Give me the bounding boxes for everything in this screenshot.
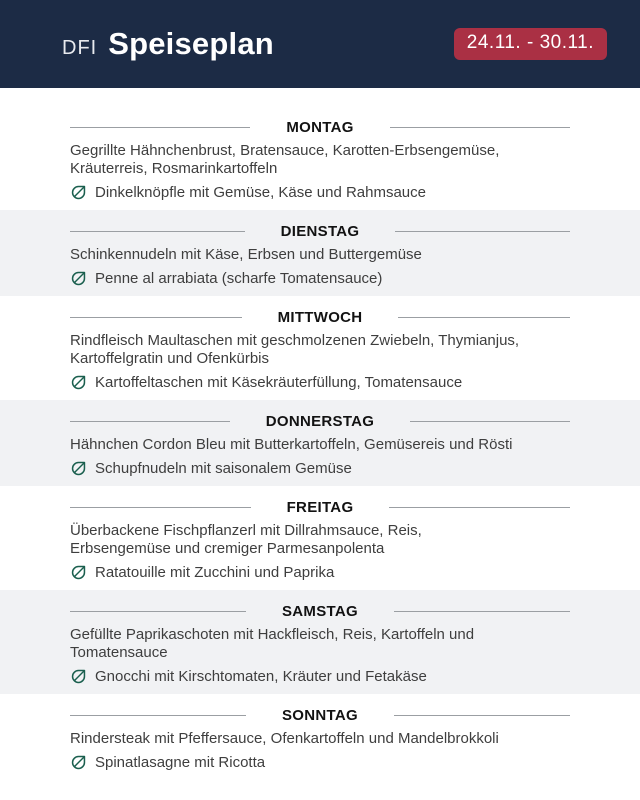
main-dish-line: Gegrillte Hähnchenbrust, Bratensauce, Karotten-Erbsengemüse, (70, 142, 500, 159)
heading-rule-left (70, 421, 230, 422)
veggie-dish: Kartoffeltaschen mit Käsekräuterfüllung, Tomatensauce (95, 374, 463, 391)
day-name: MITTWOCH (277, 308, 363, 326)
day-section-sonntag (0, 694, 640, 780)
day-heading (70, 310, 570, 324)
veggie-dish: Spinatlasagne mit Ricotta (95, 754, 266, 771)
logo (62, 26, 274, 62)
day-section-freitag (0, 486, 640, 590)
heading-rule-left (70, 507, 251, 508)
day-section-donnerstag (0, 400, 640, 486)
main-dish-line: Kartoffelgratin und Ofenkürbis (70, 350, 270, 367)
day-name: SONNTAG (282, 706, 358, 724)
main-dish-line: Kräuterreis, Rosmarinkartoffeln (70, 160, 278, 177)
main-dish-line: Rindfleisch Maultaschen mit geschmolzenen Zwiebeln, Thymianjus, (70, 332, 520, 349)
day-section-samstag (0, 590, 640, 694)
main-dish-line: Erbsengemüse und cremiger Parmesanpolenta (70, 540, 385, 557)
heading-rule-right (394, 611, 570, 612)
heading-rule-right (390, 127, 570, 128)
veggie-dish: Penne al arrabiata (scharfe Tomatensauce) (95, 270, 383, 287)
heading-rule-left (70, 231, 245, 232)
main-dish-line: Gefüllte Paprikaschoten mit Hackfleisch, Reis, Kartoffeln und (70, 626, 475, 643)
main-dish-line: Tomatensauce (70, 644, 168, 661)
page-title: Speiseplan (108, 26, 274, 61)
heading-rule-left (70, 127, 250, 128)
date-range-badge: 24.11. - 30.11. (454, 28, 607, 60)
day-section-mittwoch (0, 296, 640, 400)
heading-rule-left (70, 317, 242, 318)
veggie-row (70, 667, 570, 686)
heading-rule-right (389, 507, 570, 508)
day-heading (70, 708, 570, 722)
day-heading (70, 224, 570, 238)
day-section-dienstag (0, 210, 640, 296)
leaf-icon (70, 270, 87, 287)
veggie-dish: Gnocchi mit Kirschtomaten, Kräuter und Fetakäse (95, 668, 427, 685)
main-dish-line: Hähnchen Cordon Bleu mit Butterkartoffeln, Gemüsereis und Rösti (70, 436, 513, 453)
day-heading (70, 500, 570, 514)
veggie-dish: Dinkelknöpfle mit Gemüse, Käse und Rahmsauce (95, 184, 426, 201)
day-name: DIENSTAG (280, 222, 360, 240)
heading-rule-left (70, 611, 246, 612)
leaf-icon (70, 460, 87, 477)
veggie-dish: Ratatouille mit Zucchini und Paprika (95, 564, 335, 581)
leaf-icon (70, 374, 87, 391)
day-name: SAMSTAG (282, 602, 358, 620)
day-name: FREITAG (286, 498, 354, 516)
leaf-icon (70, 564, 87, 581)
veggie-dish: Schupfnudeln mit saisonalem Gemüse (95, 460, 352, 477)
day-name: DONNERSTAG (265, 412, 375, 430)
page-header (0, 0, 640, 88)
heading-rule-right (394, 715, 570, 716)
veggie-row (70, 269, 570, 288)
heading-rule-left (70, 715, 246, 716)
day-heading (70, 604, 570, 618)
leaf-icon (70, 184, 87, 201)
brand-text: DFI (62, 37, 98, 59)
veggie-row (70, 753, 570, 772)
day-section-montag (0, 88, 640, 210)
heading-rule-right (410, 421, 570, 422)
heading-rule-right (398, 317, 570, 318)
main-dish-line: Überbackene Fischpflanzerl mit Dillrahmsauce, Reis, (70, 522, 422, 539)
veggie-row (70, 459, 570, 478)
main-dish-line: Rindersteak mit Pfeffersauce, Ofenkartoffeln und Mandelbrokkoli (70, 730, 499, 747)
main-dish-line: Schinkennudeln mit Käse, Erbsen und Buttergemüse (70, 246, 422, 263)
leaf-icon (70, 668, 87, 685)
heading-rule-right (395, 231, 570, 232)
day-heading (70, 414, 570, 428)
veggie-row (70, 183, 570, 202)
veggie-row (70, 373, 570, 392)
day-heading (70, 120, 570, 134)
veggie-row (70, 563, 570, 582)
leaf-icon (70, 754, 87, 771)
day-name: MONTAG (286, 118, 354, 136)
